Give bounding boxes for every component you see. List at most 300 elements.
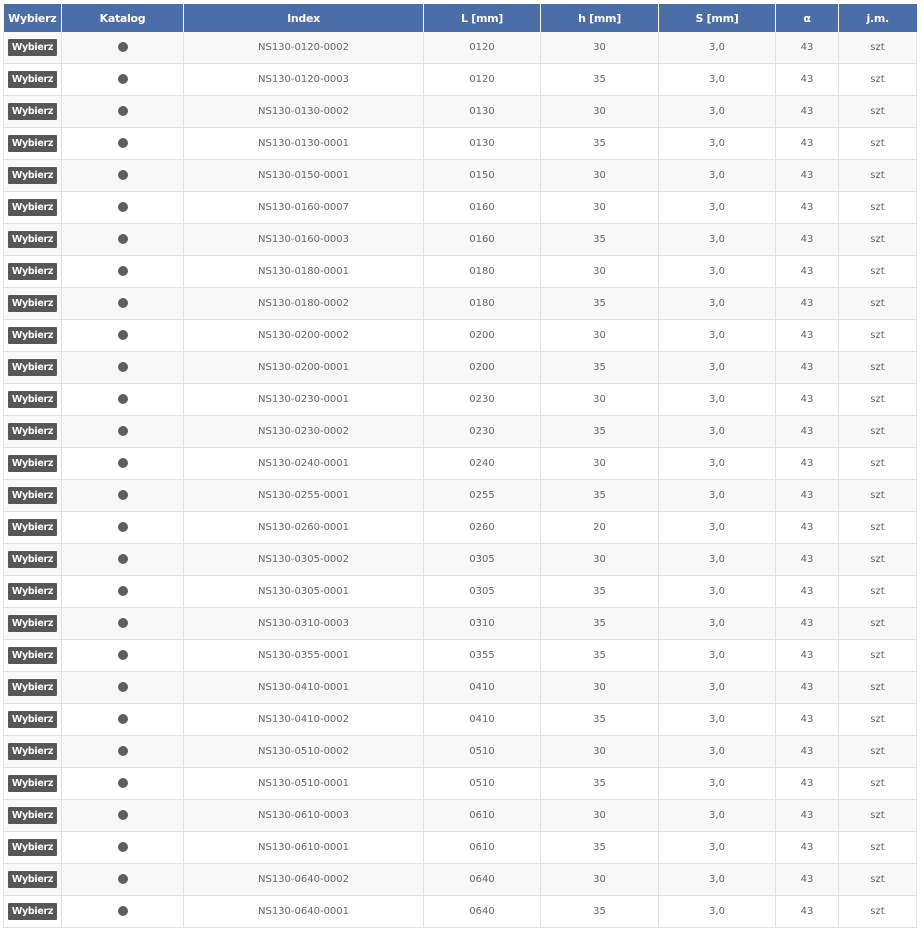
catalog-cell bbox=[62, 800, 184, 832]
index-cell: NS130-0200-0001 bbox=[184, 352, 424, 384]
length-cell: 0410 bbox=[424, 672, 541, 704]
select-cell bbox=[4, 768, 62, 800]
length-cell: 0510 bbox=[424, 768, 541, 800]
catalog-cell bbox=[62, 352, 184, 384]
select-cell bbox=[4, 192, 62, 224]
table-row bbox=[4, 896, 917, 928]
select-button[interactable]: Wybierz bbox=[8, 103, 57, 120]
thickness-cell: 3,0 bbox=[659, 320, 776, 352]
table-row bbox=[4, 128, 917, 160]
table-row bbox=[4, 256, 917, 288]
select-button[interactable]: Wybierz bbox=[8, 423, 57, 440]
length-cell: 0120 bbox=[424, 32, 541, 64]
unit-cell: szt bbox=[839, 288, 917, 320]
column-header-length[interactable]: L [mm] bbox=[424, 4, 541, 32]
catalog-dot-icon[interactable] bbox=[118, 842, 128, 852]
catalog-dot-icon[interactable] bbox=[118, 522, 128, 532]
table-row bbox=[4, 160, 917, 192]
select-cell bbox=[4, 288, 62, 320]
height-cell: 35 bbox=[541, 640, 659, 672]
unit-cell: szt bbox=[839, 640, 917, 672]
thickness-cell: 3,0 bbox=[659, 480, 776, 512]
index-cell: NS130-0260-0001 bbox=[184, 512, 424, 544]
select-button[interactable]: Wybierz bbox=[8, 71, 57, 88]
length-cell: 0160 bbox=[424, 192, 541, 224]
select-cell bbox=[4, 128, 62, 160]
select-button[interactable]: Wybierz bbox=[8, 743, 57, 760]
angle-cell: 43 bbox=[776, 224, 839, 256]
index-cell: NS130-0510-0002 bbox=[184, 736, 424, 768]
table-body bbox=[4, 32, 917, 928]
select-cell bbox=[4, 512, 62, 544]
unit-cell: szt bbox=[839, 704, 917, 736]
height-cell: 30 bbox=[541, 384, 659, 416]
select-button[interactable]: Wybierz bbox=[8, 231, 57, 248]
catalog-cell bbox=[62, 640, 184, 672]
column-header-height[interactable]: h [mm] bbox=[541, 4, 659, 32]
table-row bbox=[4, 320, 917, 352]
height-cell: 35 bbox=[541, 224, 659, 256]
index-cell: NS130-0130-0001 bbox=[184, 128, 424, 160]
catalog-cell bbox=[62, 128, 184, 160]
catalog-cell bbox=[62, 384, 184, 416]
catalog-cell bbox=[62, 224, 184, 256]
catalog-dot-icon[interactable] bbox=[118, 874, 128, 884]
thickness-cell: 3,0 bbox=[659, 704, 776, 736]
table-row bbox=[4, 544, 917, 576]
catalog-dot-icon[interactable] bbox=[118, 426, 128, 436]
header-row bbox=[4, 4, 917, 32]
catalog-cell bbox=[62, 544, 184, 576]
select-cell bbox=[4, 640, 62, 672]
table-row bbox=[4, 288, 917, 320]
angle-cell: 43 bbox=[776, 736, 839, 768]
height-cell: 30 bbox=[541, 672, 659, 704]
column-header-catalog[interactable]: Katalog bbox=[62, 4, 184, 32]
index-cell: NS130-0355-0001 bbox=[184, 640, 424, 672]
height-cell: 35 bbox=[541, 64, 659, 96]
thickness-cell: 3,0 bbox=[659, 192, 776, 224]
thickness-cell: 3,0 bbox=[659, 128, 776, 160]
index-cell: NS130-0160-0007 bbox=[184, 192, 424, 224]
unit-cell: szt bbox=[839, 256, 917, 288]
catalog-dot-icon[interactable] bbox=[118, 362, 128, 372]
angle-cell: 43 bbox=[776, 576, 839, 608]
length-cell: 0230 bbox=[424, 384, 541, 416]
unit-cell: szt bbox=[839, 736, 917, 768]
unit-cell: szt bbox=[839, 224, 917, 256]
catalog-cell bbox=[62, 768, 184, 800]
table-row bbox=[4, 640, 917, 672]
catalog-dot-icon[interactable] bbox=[118, 714, 128, 724]
select-button[interactable]: Wybierz bbox=[8, 487, 57, 504]
catalog-cell bbox=[62, 256, 184, 288]
index-cell: NS130-0255-0001 bbox=[184, 480, 424, 512]
column-header-select[interactable]: Wybierz bbox=[4, 4, 62, 32]
angle-cell: 43 bbox=[776, 320, 839, 352]
height-cell: 35 bbox=[541, 768, 659, 800]
length-cell: 0120 bbox=[424, 64, 541, 96]
unit-cell: szt bbox=[839, 416, 917, 448]
unit-cell: szt bbox=[839, 512, 917, 544]
angle-cell: 43 bbox=[776, 160, 839, 192]
angle-cell: 43 bbox=[776, 288, 839, 320]
length-cell: 0240 bbox=[424, 448, 541, 480]
table-row bbox=[4, 736, 917, 768]
table-row bbox=[4, 64, 917, 96]
catalog-dot-icon[interactable] bbox=[118, 394, 128, 404]
index-cell: NS130-0230-0002 bbox=[184, 416, 424, 448]
index-cell: NS130-0120-0003 bbox=[184, 64, 424, 96]
select-cell bbox=[4, 448, 62, 480]
select-cell bbox=[4, 832, 62, 864]
select-button[interactable]: Wybierz bbox=[8, 327, 57, 344]
select-button[interactable]: Wybierz bbox=[8, 359, 57, 376]
unit-cell: szt bbox=[839, 32, 917, 64]
unit-cell: szt bbox=[839, 864, 917, 896]
unit-cell: szt bbox=[839, 192, 917, 224]
thickness-cell: 3,0 bbox=[659, 832, 776, 864]
thickness-cell: 3,0 bbox=[659, 384, 776, 416]
height-cell: 20 bbox=[541, 512, 659, 544]
select-button[interactable]: Wybierz bbox=[8, 263, 57, 280]
angle-cell: 43 bbox=[776, 512, 839, 544]
table-row bbox=[4, 832, 917, 864]
height-cell: 35 bbox=[541, 608, 659, 640]
catalog-dot-icon[interactable] bbox=[118, 106, 128, 116]
unit-cell: szt bbox=[839, 352, 917, 384]
select-button[interactable]: Wybierz bbox=[8, 775, 57, 792]
length-cell: 0200 bbox=[424, 320, 541, 352]
index-cell: NS130-0180-0001 bbox=[184, 256, 424, 288]
height-cell: 30 bbox=[541, 96, 659, 128]
thickness-cell: 3,0 bbox=[659, 416, 776, 448]
table-row bbox=[4, 576, 917, 608]
table-row bbox=[4, 448, 917, 480]
catalog-cell bbox=[62, 736, 184, 768]
height-cell: 35 bbox=[541, 704, 659, 736]
catalog-dot-icon[interactable] bbox=[118, 74, 128, 84]
select-cell bbox=[4, 224, 62, 256]
select-cell bbox=[4, 256, 62, 288]
select-button[interactable]: Wybierz bbox=[8, 615, 57, 632]
table-row bbox=[4, 96, 917, 128]
unit-cell: szt bbox=[839, 96, 917, 128]
select-cell bbox=[4, 864, 62, 896]
unit-cell: szt bbox=[839, 608, 917, 640]
column-header-unit[interactable]: j.m. bbox=[839, 4, 917, 32]
select-button[interactable]: Wybierz bbox=[8, 199, 57, 216]
index-cell: NS130-0640-0002 bbox=[184, 864, 424, 896]
catalog-dot-icon[interactable] bbox=[118, 202, 128, 212]
angle-cell: 43 bbox=[776, 896, 839, 928]
length-cell: 0355 bbox=[424, 640, 541, 672]
index-cell: NS130-0310-0003 bbox=[184, 608, 424, 640]
table-row bbox=[4, 32, 917, 64]
catalog-cell bbox=[62, 576, 184, 608]
height-cell: 30 bbox=[541, 160, 659, 192]
thickness-cell: 3,0 bbox=[659, 96, 776, 128]
table-row bbox=[4, 800, 917, 832]
index-cell: NS130-0160-0003 bbox=[184, 224, 424, 256]
select-button[interactable]: Wybierz bbox=[8, 551, 57, 568]
height-cell: 35 bbox=[541, 896, 659, 928]
table-row bbox=[4, 224, 917, 256]
length-cell: 0150 bbox=[424, 160, 541, 192]
thickness-cell: 3,0 bbox=[659, 736, 776, 768]
thickness-cell: 3,0 bbox=[659, 160, 776, 192]
height-cell: 30 bbox=[541, 448, 659, 480]
select-cell bbox=[4, 576, 62, 608]
index-cell: NS130-0180-0002 bbox=[184, 288, 424, 320]
catalog-cell bbox=[62, 288, 184, 320]
height-cell: 30 bbox=[541, 736, 659, 768]
table-row bbox=[4, 704, 917, 736]
select-button[interactable]: Wybierz bbox=[8, 711, 57, 728]
thickness-cell: 3,0 bbox=[659, 608, 776, 640]
select-button[interactable]: Wybierz bbox=[8, 647, 57, 664]
thickness-cell: 3,0 bbox=[659, 640, 776, 672]
catalog-dot-icon[interactable] bbox=[118, 138, 128, 148]
index-cell: NS130-0120-0002 bbox=[184, 32, 424, 64]
select-cell bbox=[4, 32, 62, 64]
catalog-cell bbox=[62, 32, 184, 64]
catalog-dot-icon[interactable] bbox=[118, 490, 128, 500]
select-cell bbox=[4, 352, 62, 384]
unit-cell: szt bbox=[839, 896, 917, 928]
catalog-dot-icon[interactable] bbox=[118, 170, 128, 180]
product-table-container bbox=[3, 4, 916, 928]
angle-cell: 43 bbox=[776, 768, 839, 800]
length-cell: 0410 bbox=[424, 704, 541, 736]
height-cell: 35 bbox=[541, 480, 659, 512]
angle-cell: 43 bbox=[776, 480, 839, 512]
length-cell: 0180 bbox=[424, 256, 541, 288]
table-row bbox=[4, 480, 917, 512]
catalog-dot-icon[interactable] bbox=[118, 234, 128, 244]
thickness-cell: 3,0 bbox=[659, 448, 776, 480]
angle-cell: 43 bbox=[776, 640, 839, 672]
length-cell: 0610 bbox=[424, 800, 541, 832]
select-button[interactable]: Wybierz bbox=[8, 39, 57, 56]
select-button[interactable]: Wybierz bbox=[8, 583, 57, 600]
catalog-dot-icon[interactable] bbox=[118, 906, 128, 916]
select-cell bbox=[4, 896, 62, 928]
catalog-dot-icon[interactable] bbox=[118, 458, 128, 468]
select-cell bbox=[4, 736, 62, 768]
height-cell: 35 bbox=[541, 352, 659, 384]
catalog-dot-icon[interactable] bbox=[118, 554, 128, 564]
thickness-cell: 3,0 bbox=[659, 256, 776, 288]
index-cell: NS130-0130-0002 bbox=[184, 96, 424, 128]
catalog-dot-icon[interactable] bbox=[118, 298, 128, 308]
height-cell: 30 bbox=[541, 800, 659, 832]
unit-cell: szt bbox=[839, 384, 917, 416]
catalog-cell bbox=[62, 896, 184, 928]
column-header-thickness[interactable]: S [mm] bbox=[659, 4, 776, 32]
length-cell: 0160 bbox=[424, 224, 541, 256]
thickness-cell: 3,0 bbox=[659, 800, 776, 832]
index-cell: NS130-0610-0003 bbox=[184, 800, 424, 832]
unit-cell: szt bbox=[839, 64, 917, 96]
height-cell: 35 bbox=[541, 832, 659, 864]
angle-cell: 43 bbox=[776, 800, 839, 832]
thickness-cell: 3,0 bbox=[659, 768, 776, 800]
select-cell bbox=[4, 608, 62, 640]
select-cell bbox=[4, 416, 62, 448]
select-cell bbox=[4, 800, 62, 832]
index-cell: NS130-0200-0002 bbox=[184, 320, 424, 352]
unit-cell: szt bbox=[839, 576, 917, 608]
angle-cell: 43 bbox=[776, 352, 839, 384]
catalog-cell bbox=[62, 864, 184, 896]
catalog-cell bbox=[62, 672, 184, 704]
select-cell bbox=[4, 704, 62, 736]
index-cell: NS130-0305-0002 bbox=[184, 544, 424, 576]
table-row bbox=[4, 384, 917, 416]
length-cell: 0180 bbox=[424, 288, 541, 320]
height-cell: 35 bbox=[541, 128, 659, 160]
table-row bbox=[4, 608, 917, 640]
angle-cell: 43 bbox=[776, 128, 839, 160]
length-cell: 0310 bbox=[424, 608, 541, 640]
unit-cell: szt bbox=[839, 448, 917, 480]
catalog-dot-icon[interactable] bbox=[118, 266, 128, 276]
thickness-cell: 3,0 bbox=[659, 576, 776, 608]
select-button[interactable]: Wybierz bbox=[8, 135, 57, 152]
select-cell bbox=[4, 320, 62, 352]
index-cell: NS130-0640-0001 bbox=[184, 896, 424, 928]
thickness-cell: 3,0 bbox=[659, 64, 776, 96]
length-cell: 0130 bbox=[424, 128, 541, 160]
angle-cell: 43 bbox=[776, 32, 839, 64]
unit-cell: szt bbox=[839, 320, 917, 352]
catalog-dot-icon[interactable] bbox=[118, 778, 128, 788]
thickness-cell: 3,0 bbox=[659, 672, 776, 704]
unit-cell: szt bbox=[839, 672, 917, 704]
height-cell: 35 bbox=[541, 288, 659, 320]
column-header-index[interactable]: Index bbox=[184, 4, 424, 32]
index-cell: NS130-0230-0001 bbox=[184, 384, 424, 416]
unit-cell: szt bbox=[839, 832, 917, 864]
length-cell: 0200 bbox=[424, 352, 541, 384]
index-cell: NS130-0240-0001 bbox=[184, 448, 424, 480]
catalog-cell bbox=[62, 448, 184, 480]
angle-cell: 43 bbox=[776, 96, 839, 128]
thickness-cell: 3,0 bbox=[659, 352, 776, 384]
catalog-cell bbox=[62, 64, 184, 96]
catalog-dot-icon[interactable] bbox=[118, 330, 128, 340]
catalog-dot-icon[interactable] bbox=[118, 746, 128, 756]
catalog-cell bbox=[62, 608, 184, 640]
thickness-cell: 3,0 bbox=[659, 288, 776, 320]
table-row bbox=[4, 864, 917, 896]
thickness-cell: 3,0 bbox=[659, 224, 776, 256]
table-row bbox=[4, 672, 917, 704]
angle-cell: 43 bbox=[776, 448, 839, 480]
select-cell bbox=[4, 96, 62, 128]
angle-cell: 43 bbox=[776, 864, 839, 896]
unit-cell: szt bbox=[839, 768, 917, 800]
catalog-cell bbox=[62, 416, 184, 448]
catalog-dot-icon[interactable] bbox=[118, 810, 128, 820]
angle-cell: 43 bbox=[776, 672, 839, 704]
length-cell: 0510 bbox=[424, 736, 541, 768]
table-row bbox=[4, 352, 917, 384]
catalog-dot-icon[interactable] bbox=[118, 618, 128, 628]
catalog-cell bbox=[62, 192, 184, 224]
select-cell bbox=[4, 672, 62, 704]
catalog-dot-icon[interactable] bbox=[118, 650, 128, 660]
unit-cell: szt bbox=[839, 544, 917, 576]
select-button[interactable]: Wybierz bbox=[8, 839, 57, 856]
angle-cell: 43 bbox=[776, 384, 839, 416]
catalog-dot-icon[interactable] bbox=[118, 682, 128, 692]
thickness-cell: 3,0 bbox=[659, 864, 776, 896]
catalog-dot-icon[interactable] bbox=[118, 42, 128, 52]
column-header-angle[interactable]: α bbox=[776, 4, 839, 32]
select-button[interactable]: Wybierz bbox=[8, 871, 57, 888]
select-button[interactable]: Wybierz bbox=[8, 903, 57, 920]
height-cell: 35 bbox=[541, 416, 659, 448]
select-cell bbox=[4, 160, 62, 192]
height-cell: 30 bbox=[541, 544, 659, 576]
select-button[interactable]: Wybierz bbox=[8, 807, 57, 824]
select-button[interactable]: Wybierz bbox=[8, 167, 57, 184]
select-button[interactable]: Wybierz bbox=[8, 391, 57, 408]
angle-cell: 43 bbox=[776, 832, 839, 864]
catalog-cell bbox=[62, 704, 184, 736]
table-row bbox=[4, 512, 917, 544]
select-cell bbox=[4, 64, 62, 96]
catalog-cell bbox=[62, 96, 184, 128]
angle-cell: 43 bbox=[776, 256, 839, 288]
unit-cell: szt bbox=[839, 480, 917, 512]
catalog-dot-icon[interactable] bbox=[118, 586, 128, 596]
select-button[interactable]: Wybierz bbox=[8, 679, 57, 696]
length-cell: 0305 bbox=[424, 544, 541, 576]
angle-cell: 43 bbox=[776, 704, 839, 736]
thickness-cell: 3,0 bbox=[659, 512, 776, 544]
length-cell: 0255 bbox=[424, 480, 541, 512]
angle-cell: 43 bbox=[776, 64, 839, 96]
table-header bbox=[4, 4, 917, 32]
select-button[interactable]: Wybierz bbox=[8, 295, 57, 312]
height-cell: 30 bbox=[541, 32, 659, 64]
table-row bbox=[4, 416, 917, 448]
angle-cell: 43 bbox=[776, 608, 839, 640]
index-cell: NS130-0305-0001 bbox=[184, 576, 424, 608]
index-cell: NS130-0410-0001 bbox=[184, 672, 424, 704]
product-table bbox=[3, 4, 917, 928]
select-button[interactable]: Wybierz bbox=[8, 519, 57, 536]
catalog-cell bbox=[62, 160, 184, 192]
angle-cell: 43 bbox=[776, 544, 839, 576]
height-cell: 30 bbox=[541, 864, 659, 896]
select-button[interactable]: Wybierz bbox=[8, 455, 57, 472]
height-cell: 35 bbox=[541, 576, 659, 608]
length-cell: 0130 bbox=[424, 96, 541, 128]
unit-cell: szt bbox=[839, 160, 917, 192]
catalog-cell bbox=[62, 832, 184, 864]
length-cell: 0610 bbox=[424, 832, 541, 864]
height-cell: 30 bbox=[541, 192, 659, 224]
angle-cell: 43 bbox=[776, 416, 839, 448]
catalog-cell bbox=[62, 480, 184, 512]
length-cell: 0640 bbox=[424, 896, 541, 928]
height-cell: 30 bbox=[541, 320, 659, 352]
length-cell: 0260 bbox=[424, 512, 541, 544]
